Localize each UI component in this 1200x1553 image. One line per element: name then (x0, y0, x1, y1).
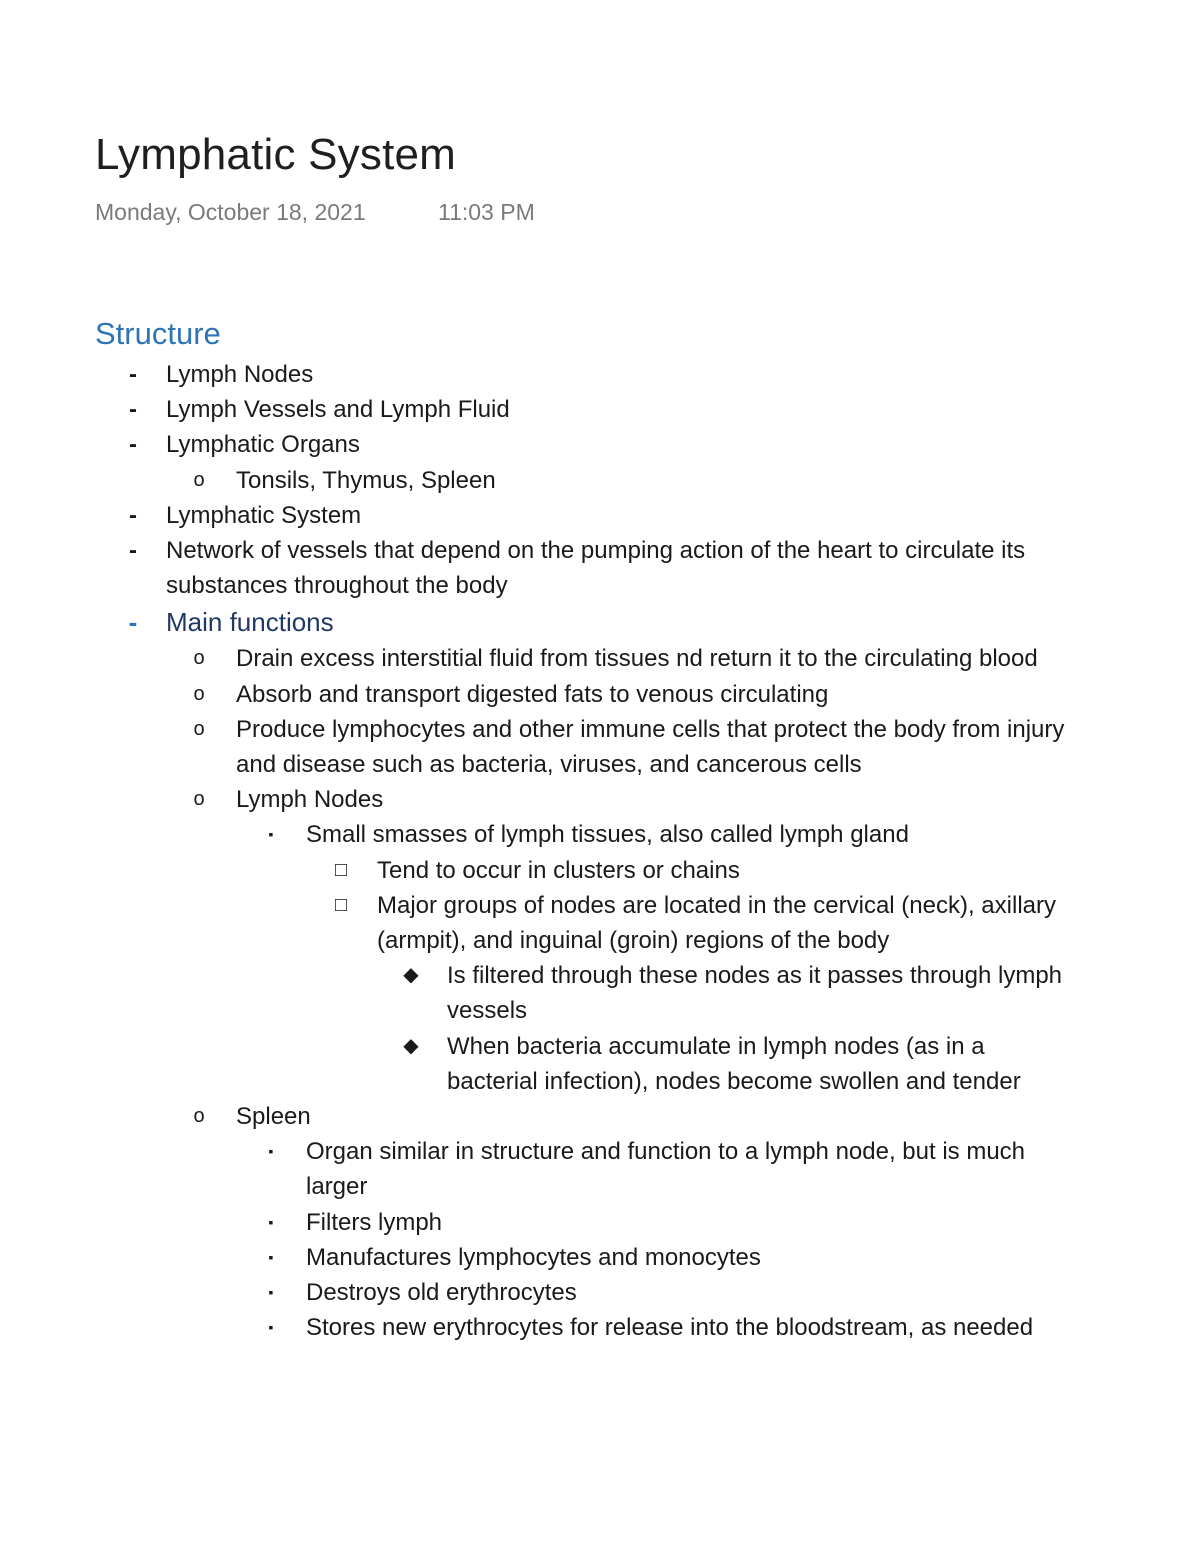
list-item (0, 1205, 1200, 1240)
list-item (0, 817, 1200, 852)
list-item (0, 463, 1200, 498)
dash-bullet-icon: - (129, 537, 137, 565)
square-bullet-icon: ▪ (268, 1248, 274, 1265)
square-bullet-icon: ▪ (268, 826, 274, 843)
circle-bullet-icon: o (193, 788, 205, 811)
list-item (0, 712, 1200, 782)
square-bullet-icon: ▪ (268, 1319, 274, 1336)
list-item-text: Drain excess interstitial fluid from tissues nd return it to the circulating blood (236, 645, 1038, 673)
list-item-text: Lymph Vessels and Lymph Fluid (166, 396, 510, 424)
list-item (0, 357, 1200, 392)
list-item (0, 1099, 1200, 1134)
list-item (0, 533, 1200, 603)
list-item-text: Absorb and transport digested fats to venous circulating (236, 680, 829, 708)
list-item-text: Filters lymph (306, 1208, 443, 1236)
list-item-text: Spleen (236, 1103, 311, 1131)
list-item (0, 1029, 1200, 1099)
list-item (0, 677, 1200, 712)
list-item (0, 1275, 1200, 1310)
list-item-text: When bacteria accumulate in lymph nodes (as in a bacterial infection), nodes become swollen and tender (447, 1032, 1021, 1095)
note-date: Monday, October 18, 2021 (95, 199, 366, 225)
list-item (0, 1134, 1200, 1204)
page-title: Lymphatic System (95, 130, 457, 179)
circle-bullet-icon: o (193, 1105, 205, 1128)
square-bullet-icon: ▪ (268, 1284, 274, 1301)
dash-bullet-icon: - (129, 501, 137, 529)
list-item-text: Produce lymphocytes and other immune cells that protect the body from injury and disease such as bacteria, viruses, and cancerous cells (236, 715, 1065, 779)
list-item (0, 427, 1200, 462)
section-heading: Structure (95, 316, 221, 351)
box-bullet-icon: □ (334, 858, 348, 881)
list-item (0, 603, 1200, 641)
list-item (0, 853, 1200, 888)
square-bullet-icon: ▪ (268, 1213, 274, 1230)
circle-bullet-icon: o (193, 647, 205, 670)
list-item (0, 641, 1200, 676)
dash-bullet-icon: - (129, 431, 137, 459)
list-item (0, 392, 1200, 427)
list-item-text: Network of vessels that depend on the pumping action of the heart to circulate its substances throughout the body (166, 537, 1026, 600)
list-item (0, 958, 1200, 1028)
list-item-text: Lymph Nodes (166, 361, 314, 388)
list-item-text: Major groups of nodes are located in the cervical (neck), axillary (armpit), and inguinal (groin) regions of the body (377, 891, 1056, 955)
list-item-text: Tonsils, Thymus, Spleen (236, 466, 496, 494)
list-item-text: Tend to occur in clusters or chains (377, 856, 740, 884)
list-item-text: Destroys old erythrocytes (306, 1279, 577, 1307)
square-bullet-icon: ▪ (268, 1143, 274, 1160)
list-item-text: Lymphatic System (166, 501, 362, 529)
list-item-text: Is filtered through these nodes as it passes through lymph vessels (447, 962, 1063, 1025)
box-bullet-icon: □ (334, 893, 348, 916)
note-time: 11:03 PM (438, 199, 535, 225)
dash-bullet-icon: - (129, 361, 137, 388)
circle-bullet-icon: o (193, 717, 205, 740)
list-item-text: Lymph Nodes (236, 786, 384, 814)
list-item-text: Lymphatic Organs (166, 431, 360, 459)
circle-bullet-icon: o (193, 468, 205, 491)
diamond-bullet-icon: ◆ (403, 964, 419, 987)
dash-bullet-icon: - (128, 607, 138, 638)
list-item-text: Manufactures lymphocytes and monocytes (306, 1243, 761, 1271)
list-item (0, 1310, 1200, 1345)
list-item (0, 782, 1200, 817)
list-item-text: Organ similar in structure and function to a lymph node, but is much larger (306, 1138, 1026, 1201)
list-item-text: Small smasses of lymph tissues, also called lymph gland (306, 821, 909, 849)
circle-bullet-icon: o (193, 682, 205, 705)
dash-bullet-icon: - (129, 396, 137, 424)
outline-list (0, 357, 1200, 1435)
list-item-text: Stores new erythrocytes for release into the bloodstream, as needed (306, 1314, 1034, 1342)
list-item-text: Main functions (166, 607, 334, 638)
list-item (0, 498, 1200, 533)
list-item (0, 888, 1200, 958)
diamond-bullet-icon: ◆ (403, 1034, 419, 1057)
list-item (0, 1240, 1200, 1275)
